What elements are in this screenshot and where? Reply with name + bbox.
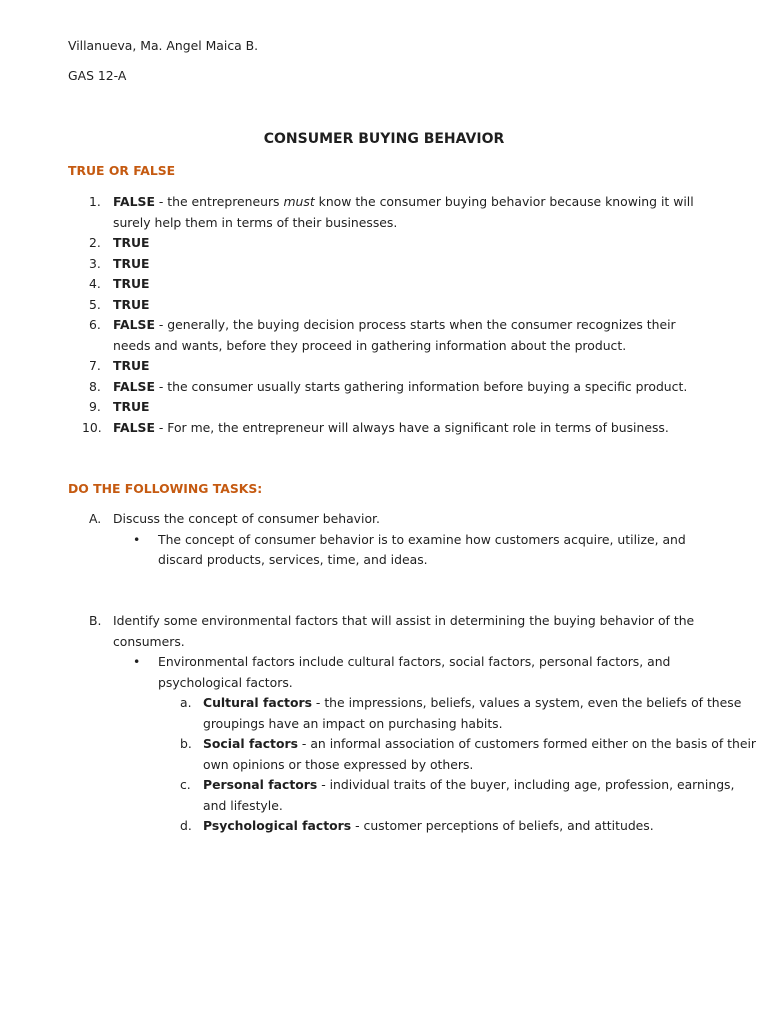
list-item: 9. TRUE [89,399,150,414]
list-item: 3. TRUE [89,255,150,271]
list-item: 2. TRUE [89,235,150,250]
list-item: 1. FALSE - the entrepreneurs must know the consumer buying behavior because knowing it will surely help them in terms of their businesses. [89,194,694,230]
list-item: 8. FALSE - the consumer usually starts gathering information before buying a specific product. [89,378,688,394]
section-label: GAS 12-A [68,68,127,83]
bullet-icon: • [133,654,141,669]
task-a-question: A. Discuss the concept of consumer behavior. [89,511,380,526]
list-item: 7. TRUE [89,358,150,373]
factor-item: d. Psychological factors - customer perceptions of beliefs, and attitudes. [180,818,654,833]
task-b [68,611,756,837]
true-false-heading: TRUE OR FALSE [68,163,176,178]
task-b-question: B. Identify some environmental factors that will assist in determining the buying behavior of the consumers. [89,613,695,649]
list-item: 10. FALSE - For me, the entrepreneur will always have a significant role in terms of business. [82,419,669,435]
factor-item: a. Cultural factors - the impressions, beliefs, values a system, even the beliefs of these groupings have an impact on purchasing habits. [180,695,742,731]
document-title: CONSUMER BUYING BEHAVIOR [263,131,505,147]
factor-item: c. Personal factors - individual traits of the buyer, including age, profession, earnings, and lifestyle. [180,777,735,813]
factor-item: b. Social factors - an informal association of customers formed either on the basis of their own opinions or those expressed by others. [180,736,756,772]
list-item: 6. FALSE - generally, the buying decision process starts when the consumer recognizes their needs and wants, before they proceed in gathering information about the product. [89,317,676,353]
true-false-list [68,192,708,438]
tasks-heading: DO THE FOLLOWING TASKS: [68,481,263,496]
task-a-answer: • The concept of consumer behavior is to examine how customers acquire, utilize, and discard products, services, time, and ideas. [133,531,686,567]
task-b-answer: • Environmental factors include cultural factors, social factors, personal factors, and psychological factors. [133,654,671,690]
student-name: Villanueva, Ma. Angel Maica B. [68,38,259,53]
list-item: 5. TRUE [89,296,150,312]
bullet-icon: • [133,531,141,547]
task-a [68,509,708,571]
list-item: 4. TRUE [89,276,150,291]
